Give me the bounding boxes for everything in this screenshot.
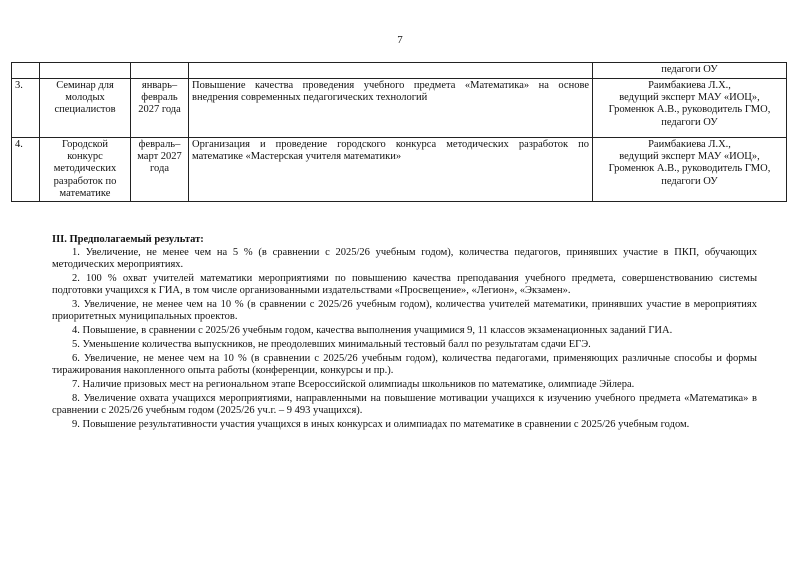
responsible-line: ведущий эксперт МАУ «ИОЦ»,	[619, 92, 760, 104]
section-heading: III. Предполагаемый результат:	[52, 234, 204, 245]
responsible-line: Раимбакиева Л.Х.,	[648, 80, 731, 91]
description-cell: Организация и проведение городского конкурса методических разработок по математике «Мастерская учителя математики»	[189, 138, 593, 202]
period-cell: февраль–март 2027 года	[131, 138, 189, 202]
result-item: 3. Увеличение, не менее чем на 10 % (в сравнении с 2025/26 учебным годом), количества учителей математики, принявших участие в мероприятиях приоритетных муниципальных проектов.	[52, 299, 757, 323]
table-row	[12, 63, 787, 79]
period-cell: январь–февраль 2027 года	[131, 79, 189, 138]
table-cell	[189, 63, 593, 79]
responsible-cell: педагоги ОУ	[593, 63, 787, 79]
table-row	[12, 79, 787, 138]
table-cell	[131, 63, 189, 79]
result-item: 9. Повышение результативности участия учащихся в иных конкурсах и олимпиадах по математике в сравнении с 2025/26 учебным годом.	[72, 418, 690, 430]
row-number: 4.	[12, 138, 40, 202]
table-cell	[12, 63, 40, 79]
table-row	[12, 138, 787, 202]
event-cell: Городской конкурс методических разработок по математике	[40, 138, 131, 202]
result-item: 6. Увеличение, не менее чем на 10 % (в сравнении с 2025/26 учебным годом), количества педагогами, применяющих различные способы и формы тиражирования накопленного опыта работы (конференции, конкурсы и пр.).	[52, 352, 757, 376]
result-item: 2. 100 % охват учителей математики мероприятиями по повышению качества преподавания учебного предмета, совершенствованию системы подготовки учащихся к ГИА, в том числе организованными издательствами «Просвещение», «Легион», «Экзамен».	[52, 273, 757, 297]
responsible-cell	[593, 79, 787, 138]
plan-table	[11, 62, 787, 202]
responsible-line: педагоги ОУ	[661, 116, 718, 128]
responsible-cell	[593, 138, 787, 202]
responsible-line: Громенюк А.В., руководитель ГМО,	[608, 104, 771, 116]
responsible-line: Громенюк А.В., руководитель ГМО,	[608, 163, 771, 175]
table-cell	[40, 63, 131, 79]
description-cell: Повышение качества проведения учебного предмета «Математика» на основе внедрения современных педагогических технологий	[189, 79, 593, 138]
result-item: 1. Увеличение, не менее чем на 5 % (в сравнении с 2025/26 учебным годом), количества педагогов, принявших участие в ПКП, обучающих методических мероприятиях.	[52, 247, 757, 271]
responsible-line: педагоги ОУ	[661, 175, 718, 187]
expected-results-section	[52, 234, 757, 433]
responsible-line: ведущий эксперт МАУ «ИОЦ»,	[619, 151, 760, 163]
result-item: 8. Увеличение охвата учащихся мероприятиями, направленными на повышение мотивации учащихся к изучению учебного предмета «Математика» в сравнении с 2025/26 учебным годом (2025/26 уч.г. – 9 493 учащихся).	[52, 392, 757, 416]
result-item: 7. Наличие призовых мест на региональном этапе Всероссийской олимпиады школьников по математике, олимпиаде Эйлера.	[72, 378, 635, 390]
row-number: 3.	[12, 79, 40, 138]
page-number: 7	[397, 34, 403, 46]
result-item: 5. Уменьшение количества выпускников, не преодолевших минимальный тестовый балл по результатам сдачи ЕГЭ.	[72, 338, 591, 350]
event-cell: Семинар для молодых специалистов	[40, 79, 131, 138]
result-item: 4. Повышение, в сравнении с 2025/26 учебным годом, качества выполнения учащимися 9, 11 классов экзаменационных заданий ГИА.	[72, 325, 673, 337]
responsible-line: Раимбакиева Л.Х.,	[648, 139, 731, 150]
